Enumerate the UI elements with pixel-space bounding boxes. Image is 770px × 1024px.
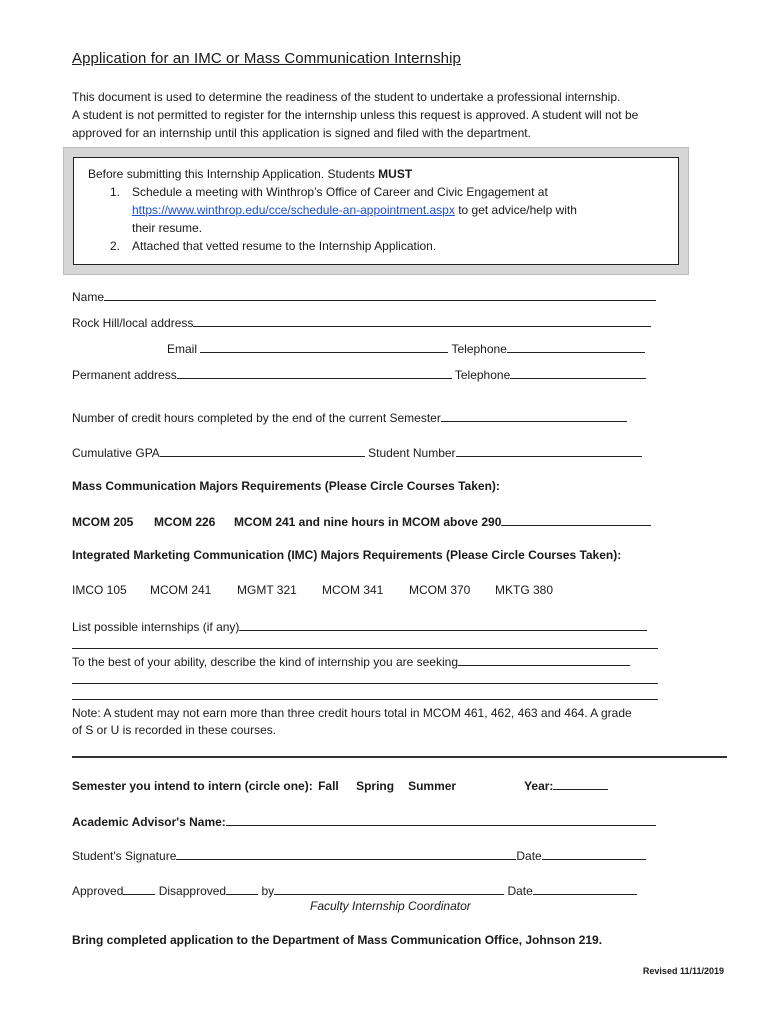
semester-summer-option[interactable]: Summer [408, 779, 457, 793]
notice-item-1-text-c: their resume. [132, 221, 203, 235]
local-address-row [72, 314, 651, 330]
date-label-2: Date [507, 884, 533, 898]
local-address-label: Rock Hill/local address [72, 316, 194, 330]
semester-label: Semester you intend to intern (circle one): [72, 779, 313, 793]
notice-item-2 [88, 237, 664, 255]
imc-heading: Integrated Marketing Communication (IMC) Majors Requirements (Please Circle Courses Taken): [72, 548, 622, 562]
mass-comm-courses [72, 513, 651, 529]
describe-row [72, 653, 630, 669]
course-mcom-226: MCOM 226 [154, 515, 216, 529]
approved-label: Approved [72, 884, 124, 898]
note-line: Note: A student may not earn more than three credit hours total in MCOM 461, 462, 463 and 464. A grade [72, 706, 632, 720]
notice-item-2-text: Attached that vetted resume to the Internship Application. [132, 239, 437, 253]
signature-field[interactable] [176, 847, 516, 860]
approved-field[interactable] [123, 882, 155, 895]
date-label: Date [516, 849, 542, 863]
notice-item-1 [88, 183, 664, 237]
gpa-row [72, 444, 642, 460]
telephone-field-2[interactable] [510, 366, 646, 379]
advisor-row [72, 813, 656, 829]
date-field-2[interactable] [533, 882, 637, 895]
intro-line: approved for an internship until this application is signed and filed with the department. [72, 126, 531, 140]
intro-line: A student is not permitted to register for the internship unless this request is approved. A student will not be [72, 108, 639, 122]
course-mcom-370: MCOM 370 [409, 583, 471, 597]
course-mktg-380: MKTG 380 [495, 583, 554, 597]
telephone-field[interactable] [507, 340, 645, 353]
bring-instruction: Bring completed application to the Department of Mass Communication Office, Johnson 219. [72, 933, 603, 947]
credit-hours-field[interactable] [441, 409, 627, 422]
internships-field-line-2[interactable] [72, 648, 658, 649]
course-mcom-205: MCOM 205 [72, 515, 134, 529]
gpa-field[interactable] [160, 444, 365, 457]
imc-courses [72, 583, 553, 597]
internships-label: List possible internships (if any) [72, 620, 240, 634]
notice-item-number: 1. [110, 185, 121, 199]
email-label: Email [167, 342, 198, 356]
signature-row [72, 847, 646, 863]
internships-field[interactable] [239, 618, 647, 631]
telephone-label: Telephone [451, 342, 507, 356]
notice-box-inner [73, 157, 679, 265]
student-number-label: Student Number [368, 446, 456, 460]
notice-item-1-text-b: to get advice/help with [454, 203, 577, 217]
semester-fall-option[interactable]: Fall [318, 779, 339, 793]
internships-row [72, 618, 647, 634]
disapproved-label: Disapproved [158, 884, 227, 898]
course-mgmt-321: MGMT 321 [237, 583, 297, 597]
note [72, 705, 632, 739]
telephone-label-2: Telephone [454, 368, 511, 382]
year-label: Year: [524, 779, 554, 793]
credit-hours-row [72, 409, 627, 425]
signature-label: Student's Signature [72, 849, 177, 863]
permanent-address-field[interactable] [177, 366, 452, 379]
mass-comm-heading: Mass Communication Majors Requirements (Please Circle Courses Taken): [72, 479, 500, 493]
advisor-field[interactable] [226, 813, 656, 826]
permanent-address-row [72, 366, 646, 382]
intro-line: This document is used to determine the readiness of the student to undertake a professional internship. [72, 90, 621, 104]
section-divider [72, 756, 727, 758]
describe-field-line-2[interactable] [72, 683, 658, 684]
student-number-field[interactable] [456, 444, 642, 457]
local-address-field[interactable] [193, 314, 651, 327]
name-field[interactable] [104, 288, 656, 301]
email-field[interactable] [200, 340, 448, 353]
course-imco-105: IMCO 105 [72, 583, 127, 597]
schedule-appointment-link[interactable]: https://www.winthrop.edu/cce/schedule-an-appointment.aspx [132, 203, 455, 217]
course-mcom-241-plus: MCOM 241 and nine hours in MCOM above 290 [234, 515, 502, 529]
advisor-label: Academic Advisor's Name: [72, 815, 226, 829]
notice-item-number: 2. [110, 239, 121, 253]
notice-box [63, 147, 689, 275]
mass-comm-extra-field[interactable] [501, 513, 651, 526]
course-mcom-341: MCOM 341 [322, 583, 384, 597]
coordinator-caption: Faculty Internship Coordinator [310, 899, 471, 913]
gpa-label: Cumulative GPA [72, 446, 160, 460]
permanent-address-label: Permanent address [72, 368, 177, 382]
revised-date: Revised 11/11/2019 [642, 966, 724, 976]
note-line: of S or U is recorded in these courses. [72, 723, 277, 737]
semester-row [72, 777, 608, 793]
describe-field-line-3[interactable] [72, 699, 658, 700]
coordinator-signature-field[interactable] [274, 882, 504, 895]
credit-hours-label: Number of credit hours completed by the end of the current Semester [72, 411, 441, 425]
by-label: by [261, 884, 275, 898]
notice-must: MUST [378, 167, 413, 181]
semester-spring-option[interactable]: Spring [356, 779, 395, 793]
notice-lead-text: Before submitting this Internship Application. Students [88, 167, 379, 181]
notice-item-1-text: Schedule a meeting with Winthrop’s Office of Career and Civic Engagement at [132, 185, 548, 199]
course-mcom-241: MCOM 241 [150, 583, 212, 597]
page-title: Application for an IMC or Mass Communication Internship [72, 50, 461, 67]
disapproved-field[interactable] [226, 882, 258, 895]
approval-row [72, 882, 637, 898]
email-row [167, 340, 645, 356]
describe-field[interactable] [458, 653, 630, 666]
name-label: Name [72, 290, 105, 304]
intro-paragraph [72, 88, 712, 142]
name-row [72, 288, 656, 304]
describe-label: To the best of your ability, describe the kind of internship you are seeking [72, 655, 458, 669]
year-field[interactable] [553, 777, 608, 790]
date-field[interactable] [542, 847, 646, 860]
notice-lead [88, 165, 664, 183]
